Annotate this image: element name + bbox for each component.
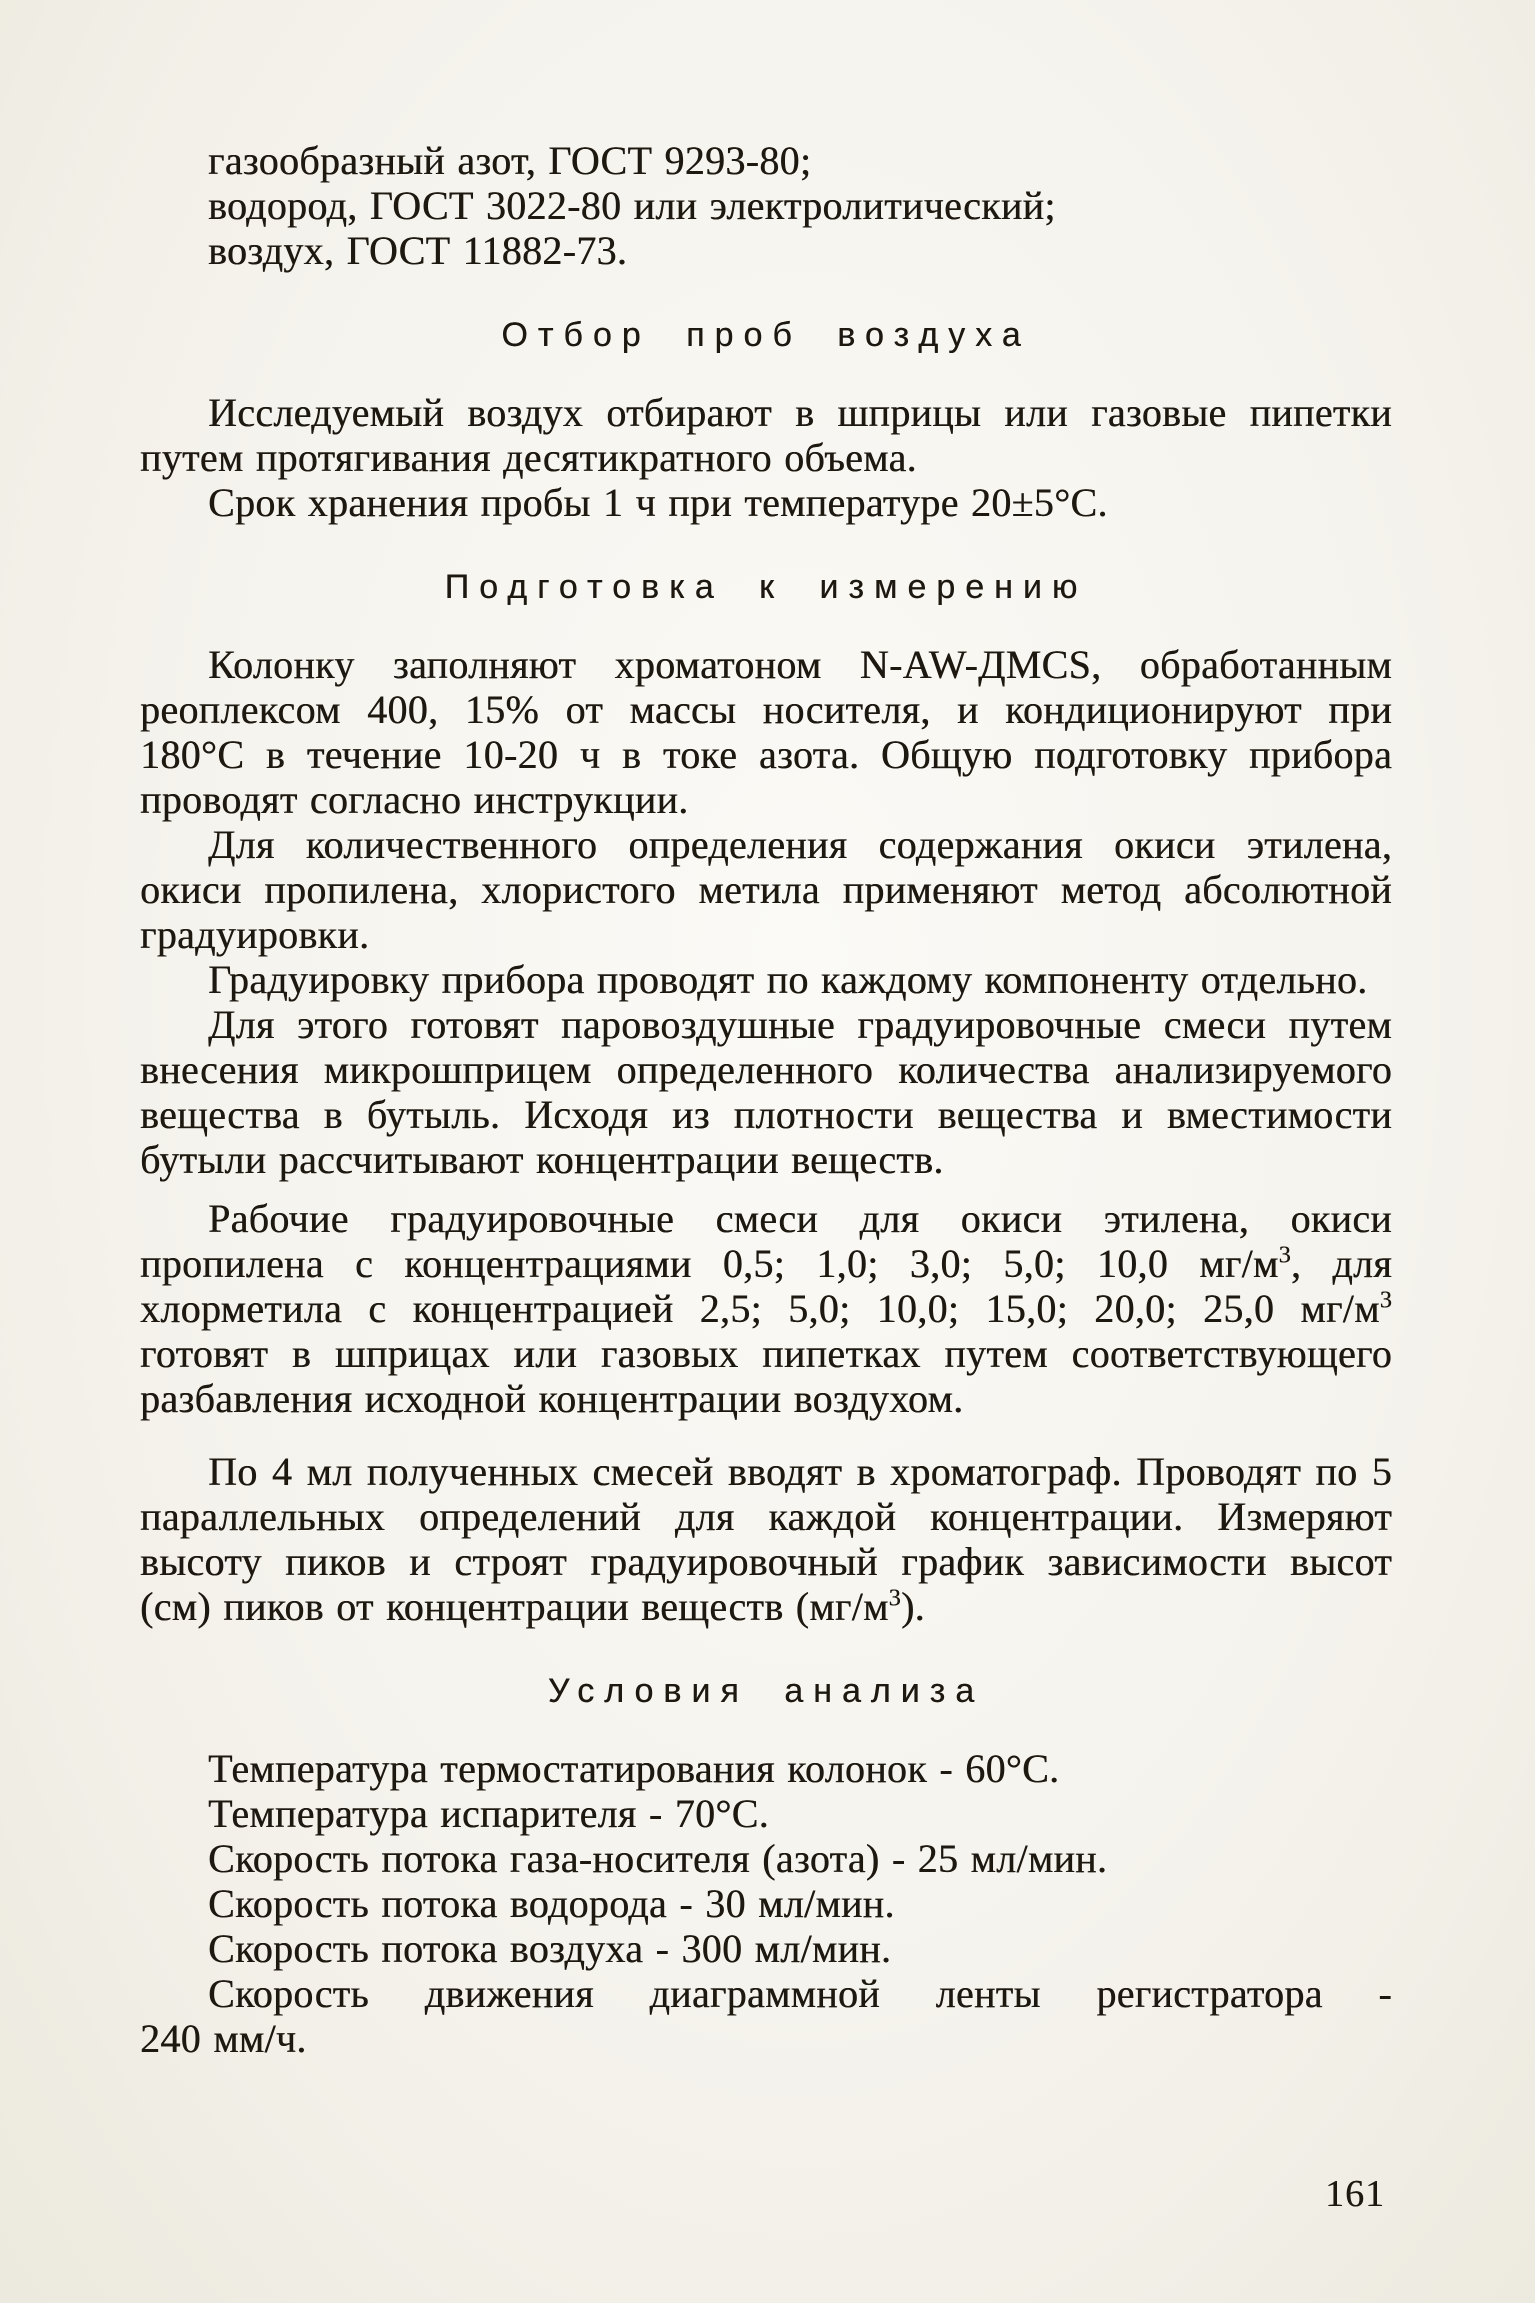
intro-line: водород, ГОСТ 3022-80 или электролитический;: [208, 183, 1056, 228]
section-heading-air-sampling: Отбор проб воздуха: [501, 316, 1031, 354]
paragraph-text: готовят в шприцах или газовых пипетках путем соответствующего разбавления исходной концентрации воздухом.: [140, 1331, 1392, 1421]
text-column: [140, 138, 1392, 2061]
condition-line-continuation: 240 мм/ч.: [140, 2016, 307, 2061]
paragraph-text: , для хлорметила с концентрацией 2,5; 5,0; 10,0; 15,0; 20,0; 25,0 мг/м: [140, 1241, 1392, 1331]
page-number: 161: [1325, 2173, 1385, 2215]
condition-line: Скорость потока воздуха - 300 мл/мин.: [208, 1926, 892, 1971]
paragraph-text: По 4 мл полученных смесей вводят в хроматограф. Проводят по 5 параллельных определений для каждой концентрации. Измеряют высоту пиков и строят градуировочный график зависимости высот (см) пиков от концентрации веществ (мг/м: [140, 1449, 1392, 1629]
paragraph-calibration-mixes: [140, 1196, 1392, 1421]
intro-list: [140, 138, 1392, 273]
paragraph: Для количественного определения содержания окиси этилена, окиси пропилена, хлористого метила применяют метод абсолютной градуировки.: [140, 822, 1392, 957]
paragraph: Исследуемый воздух отбирают в шприцы или газовые пипетки путем протягивания десятикратного объема.: [140, 390, 1392, 480]
superscript: 3: [888, 1585, 901, 1612]
paragraph-text: ).: [900, 1584, 925, 1629]
paragraph-text: Рабочие градуировочные смеси для окиси этилена, окиси пропилена с концентрациями 0,5; 1,0; 3,0; 5,0; 10,0 мг/м: [140, 1196, 1392, 1286]
paragraph: Колонку заполняют хроматоном N-AW-ДМCS, обработанным реоплексом 400, 15% от массы носителя, и кондиционируют при 180°С в течение 10-20 ч в токе азота. Общую подготовку прибора проводят согласно инструкции.: [140, 642, 1392, 822]
superscript: 3: [1379, 1287, 1392, 1314]
condition-line: Скорость потока водорода - 30 мл/мин.: [208, 1881, 895, 1926]
paragraph: Для этого готовят паровоздушные градуировочные смеси путем внесения микрошприцем определенного количества анализируемого вещества в бутыль. Исходя из плотности вещества и вместимости бутыли рассчитывают концентрации веществ.: [140, 1002, 1392, 1182]
paragraph-chromatograph-procedure: [140, 1449, 1392, 1629]
condition-line: Температура термостатирования колонок - 60°С.: [208, 1746, 1060, 1791]
section-heading-analysis-conditions: Условия анализа: [547, 1672, 985, 1710]
condition-line: Скорость потока газа-носителя (азота) - 25 мл/мин.: [208, 1836, 1108, 1881]
section-heading-preparation: Подготовка к измерению: [444, 568, 1088, 606]
condition-line: Скорость движения диаграммной ленты регистратора -: [208, 1971, 1392, 2016]
intro-line: воздух, ГОСТ 11882-73.: [208, 228, 628, 273]
intro-line: газообразный азот, ГОСТ 9293-80;: [208, 138, 812, 183]
paragraph: Срок хранения пробы 1 ч при температуре 20±5°С.: [208, 480, 1108, 525]
paragraph: Градуировку прибора проводят по каждому компоненту отдельно.: [208, 957, 1368, 1002]
condition-line: Температура испарителя - 70°С.: [208, 1791, 769, 1836]
superscript: 3: [1278, 1242, 1291, 1269]
